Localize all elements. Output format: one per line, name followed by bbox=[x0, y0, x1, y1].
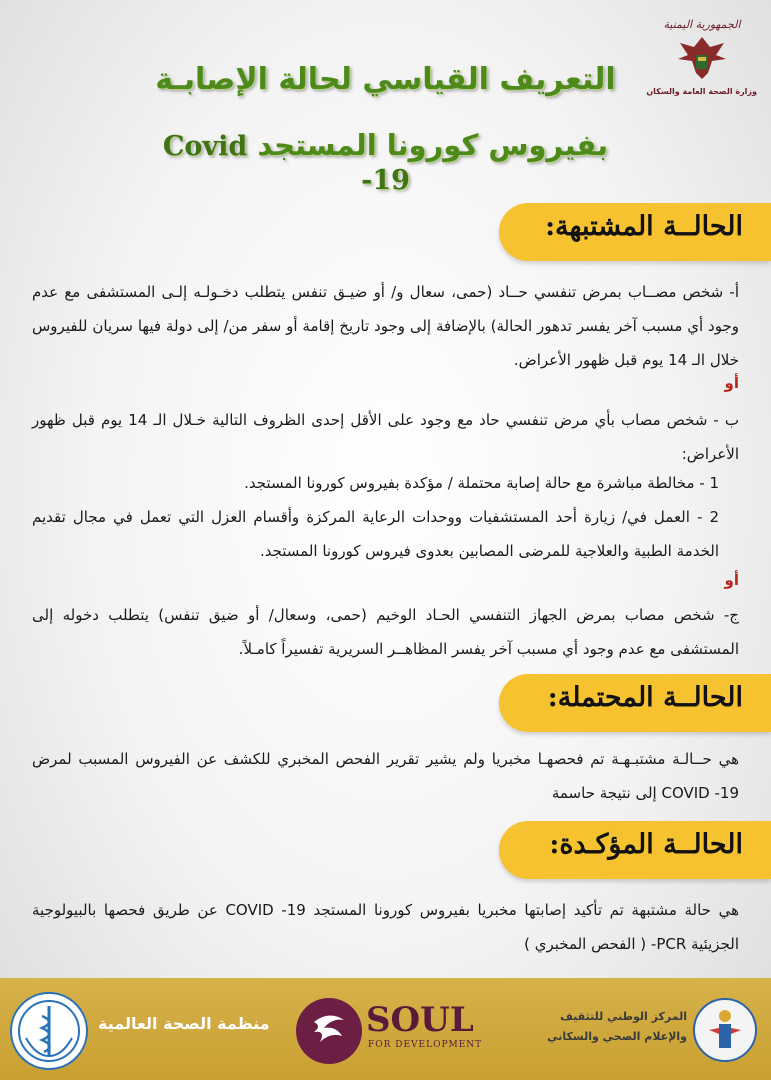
republic-label: الجمهورية اليمنية bbox=[663, 18, 741, 31]
confirmed-heading-banner bbox=[499, 821, 771, 879]
confirmed-text: هي حالة مشتبهة تم تأكيد إصابتها مخبريا بفيروس كورونا المستجد COVID -19 عن طريق فحصها بالبيولوجية الجزيئية PCR- ( الفحص المخبري ) bbox=[32, 901, 739, 953]
who-logo bbox=[10, 988, 270, 1068]
footer-bar bbox=[0, 978, 771, 1080]
suspected-heading: الحالــة المشتبهة: bbox=[545, 211, 743, 242]
soul-mark-icon bbox=[296, 998, 362, 1064]
page-subtitle bbox=[150, 128, 621, 196]
suspected-a-text: أ- شخص مصــاب بمرض تنفسي حــاد (حمى، سعال و/ أو ضيـق تنفس يتطلب دخـولـه إلـى المستشفى مع عدم وجود أي مسبب آخر يفسر تدهور الحالة) بالإضافة إلى وجود تاريخ إقامة أو سفر من/ إلى دولة فيها سريان للفيروس خلال الـ 14 يوم قبل ظهور الأعراض. bbox=[32, 283, 739, 369]
who-emblem-icon bbox=[10, 992, 88, 1070]
national-center-logo bbox=[547, 994, 757, 1064]
page-title: التعريف القياسي لحالة الإصابـة bbox=[155, 62, 616, 97]
suspected-b2-text: 2 - العمل في/ زيارة أحد المستشفيات ووحدات الرعاية المركزة وأقسام العزل التي تعمل في مجال تقديم الخدمة الطبية والعلاجية للمرضى المصابين بعدوى فيروس كورونا المستجد. bbox=[32, 508, 719, 560]
soul-name: SOUL bbox=[366, 1000, 474, 1040]
subtitle-latin: Covid -19 bbox=[162, 131, 410, 196]
who-label: منظمة الصحة العالمية bbox=[98, 1014, 270, 1033]
eagle-emblem-icon bbox=[674, 33, 730, 83]
probable-text: هي حــالـة مشتبـهـة تم فحصهـا مخبريا ولم يشير تقرير الفحص المخبري للكشف عن الفيروس المسبب لمرض COVID -19 إلى نتيجة حاسمة bbox=[32, 750, 739, 802]
suspected-heading-banner bbox=[499, 203, 771, 261]
suspected-c-text: ج- شخص مصاب بمرض الجهاز التنفسي الحـاد الوخيم (حمى، وسعال/ أو ضيق تنفس) يتطلب دخوله إلى المستشفى مع عدم وجود أي مسبب آخر يفسر المظاهــر السريرية تفسيراً كامـلاً. bbox=[32, 606, 739, 658]
national-center-line2: والإعلام الصحي والسكاني bbox=[547, 1030, 687, 1043]
ministry-label: وزارة الصحة العامة والسكان bbox=[646, 87, 757, 96]
confirmed-heading: الحالــة المؤكـدة: bbox=[549, 829, 743, 860]
soul-sub: FOR DEVELOPMENT bbox=[368, 1040, 483, 1050]
or-label-2: أو bbox=[724, 571, 739, 589]
ministry-logo bbox=[647, 18, 757, 108]
national-center-emblem-icon bbox=[693, 998, 757, 1062]
suspected-b1-text: 1 - مخالطة مباشرة مع حالة إصابة محتملة / مؤكدة بفيروس كورونا المستجد. bbox=[244, 474, 719, 492]
suspected-b-text: ب - شخص مصاب بأي مرض تنفسي حاد مع وجود على الأقل إحدى الظروف التالية خـلال الـ 14 يوم قبل ظهور الأعراض: bbox=[32, 411, 740, 463]
probable-heading: الحالــة المحتملة: bbox=[547, 682, 743, 713]
probable-heading-banner bbox=[499, 674, 771, 732]
soul-logo bbox=[296, 994, 496, 1066]
national-center-line1: المركز الوطني للتثقيف bbox=[560, 1010, 687, 1023]
or-label-1: أو bbox=[724, 374, 739, 392]
subtitle-arabic: بفيروس كورونا المستجد bbox=[257, 128, 609, 162]
